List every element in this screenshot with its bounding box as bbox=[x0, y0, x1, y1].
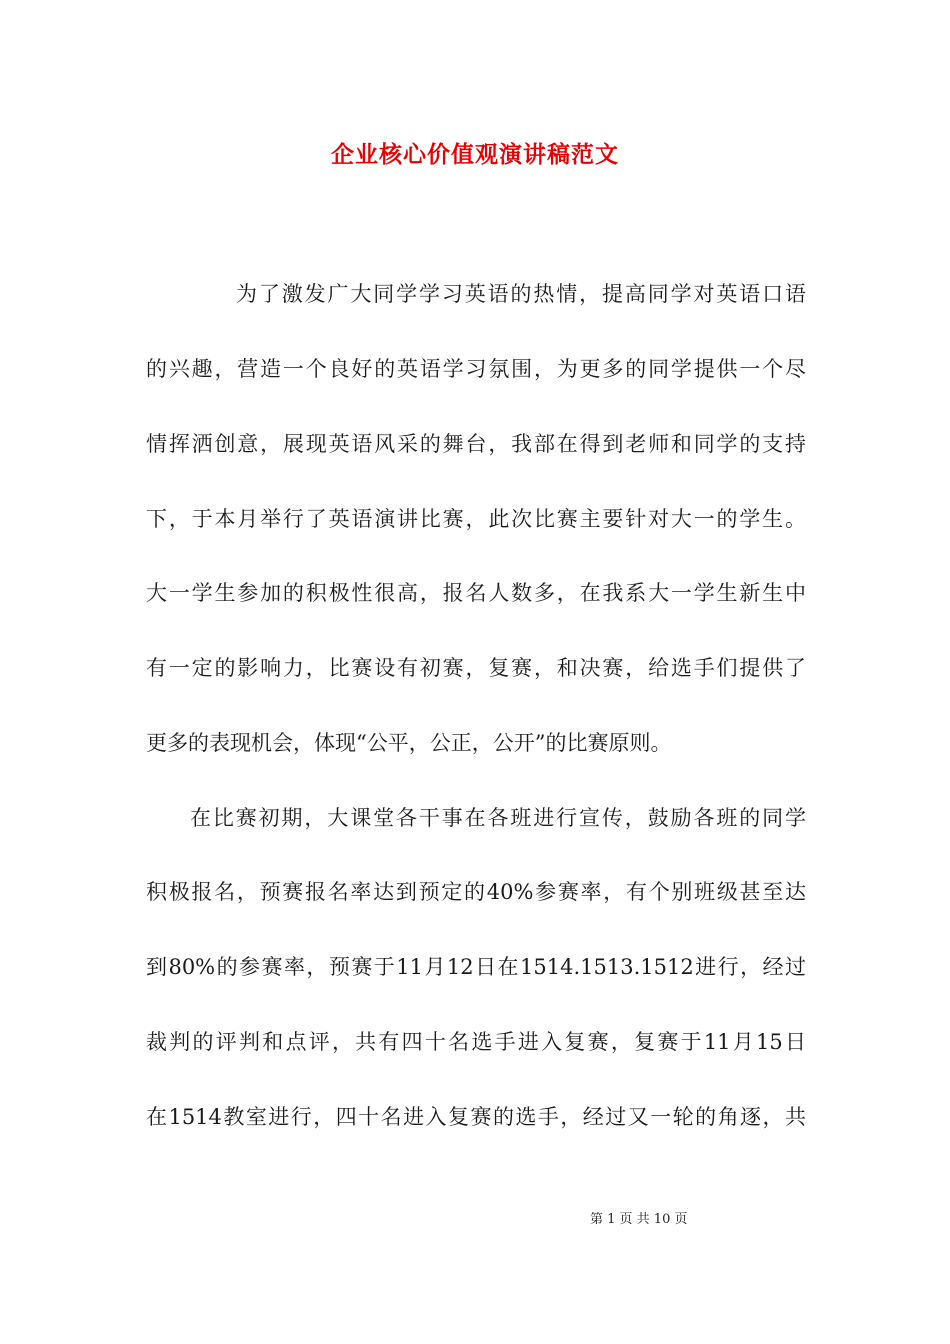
paragraph-line-12: 在1514教室进行，四十名进入复赛的选手，经过又一轮的角逐，共 bbox=[146, 1105, 806, 1129]
paragraph-line-2: 的兴趣，营造一个良好的英语学习氛围，为更多的同学提供一个尽 bbox=[146, 357, 806, 381]
paragraph-line-6: 有一定的影响力，比赛设有初赛，复赛，和决赛，给选手们提供了 bbox=[146, 656, 806, 680]
paragraph-line-9: 积极报名，预赛报名率达到预定的40%参赛率，有个别班级甚至达 bbox=[146, 880, 806, 904]
paragraph-line-5: 大一学生参加的积极性很高，报名人数多，在我系大一学生新生中 bbox=[146, 581, 806, 605]
paragraph-line-3: 情挥洒创意，展现英语风采的舞台，我部在得到老师和同学的支持 bbox=[146, 432, 806, 456]
paragraph-line-8: 在比赛初期，大课堂各干事在各班进行宣传，鼓励各班的同学 bbox=[190, 806, 806, 830]
document-title: 企业核心价值观演讲稿范文 bbox=[331, 141, 619, 168]
paragraph-line-11: 裁判的评判和点评，共有四十名选手进入复赛，复赛于11月15日 bbox=[146, 1030, 806, 1054]
paragraph-line-10: 到80%的参赛率，预赛于11月12日在1514.1513.1512进行，经过 bbox=[146, 955, 806, 979]
paragraph-line-4: 下，于本月举行了英语演讲比赛，此次比赛主要针对大一的学生。 bbox=[146, 507, 806, 531]
page-number-footer: 第 1 页 共 10 页 bbox=[590, 1212, 688, 1227]
paragraph-line-7: 更多的表现机会，体现“公平，公正，公开”的比赛原则。 bbox=[146, 731, 672, 755]
paragraph-line-1: 为了激发广大同学学习英语的热情，提高同学对英语口语 bbox=[236, 282, 806, 306]
